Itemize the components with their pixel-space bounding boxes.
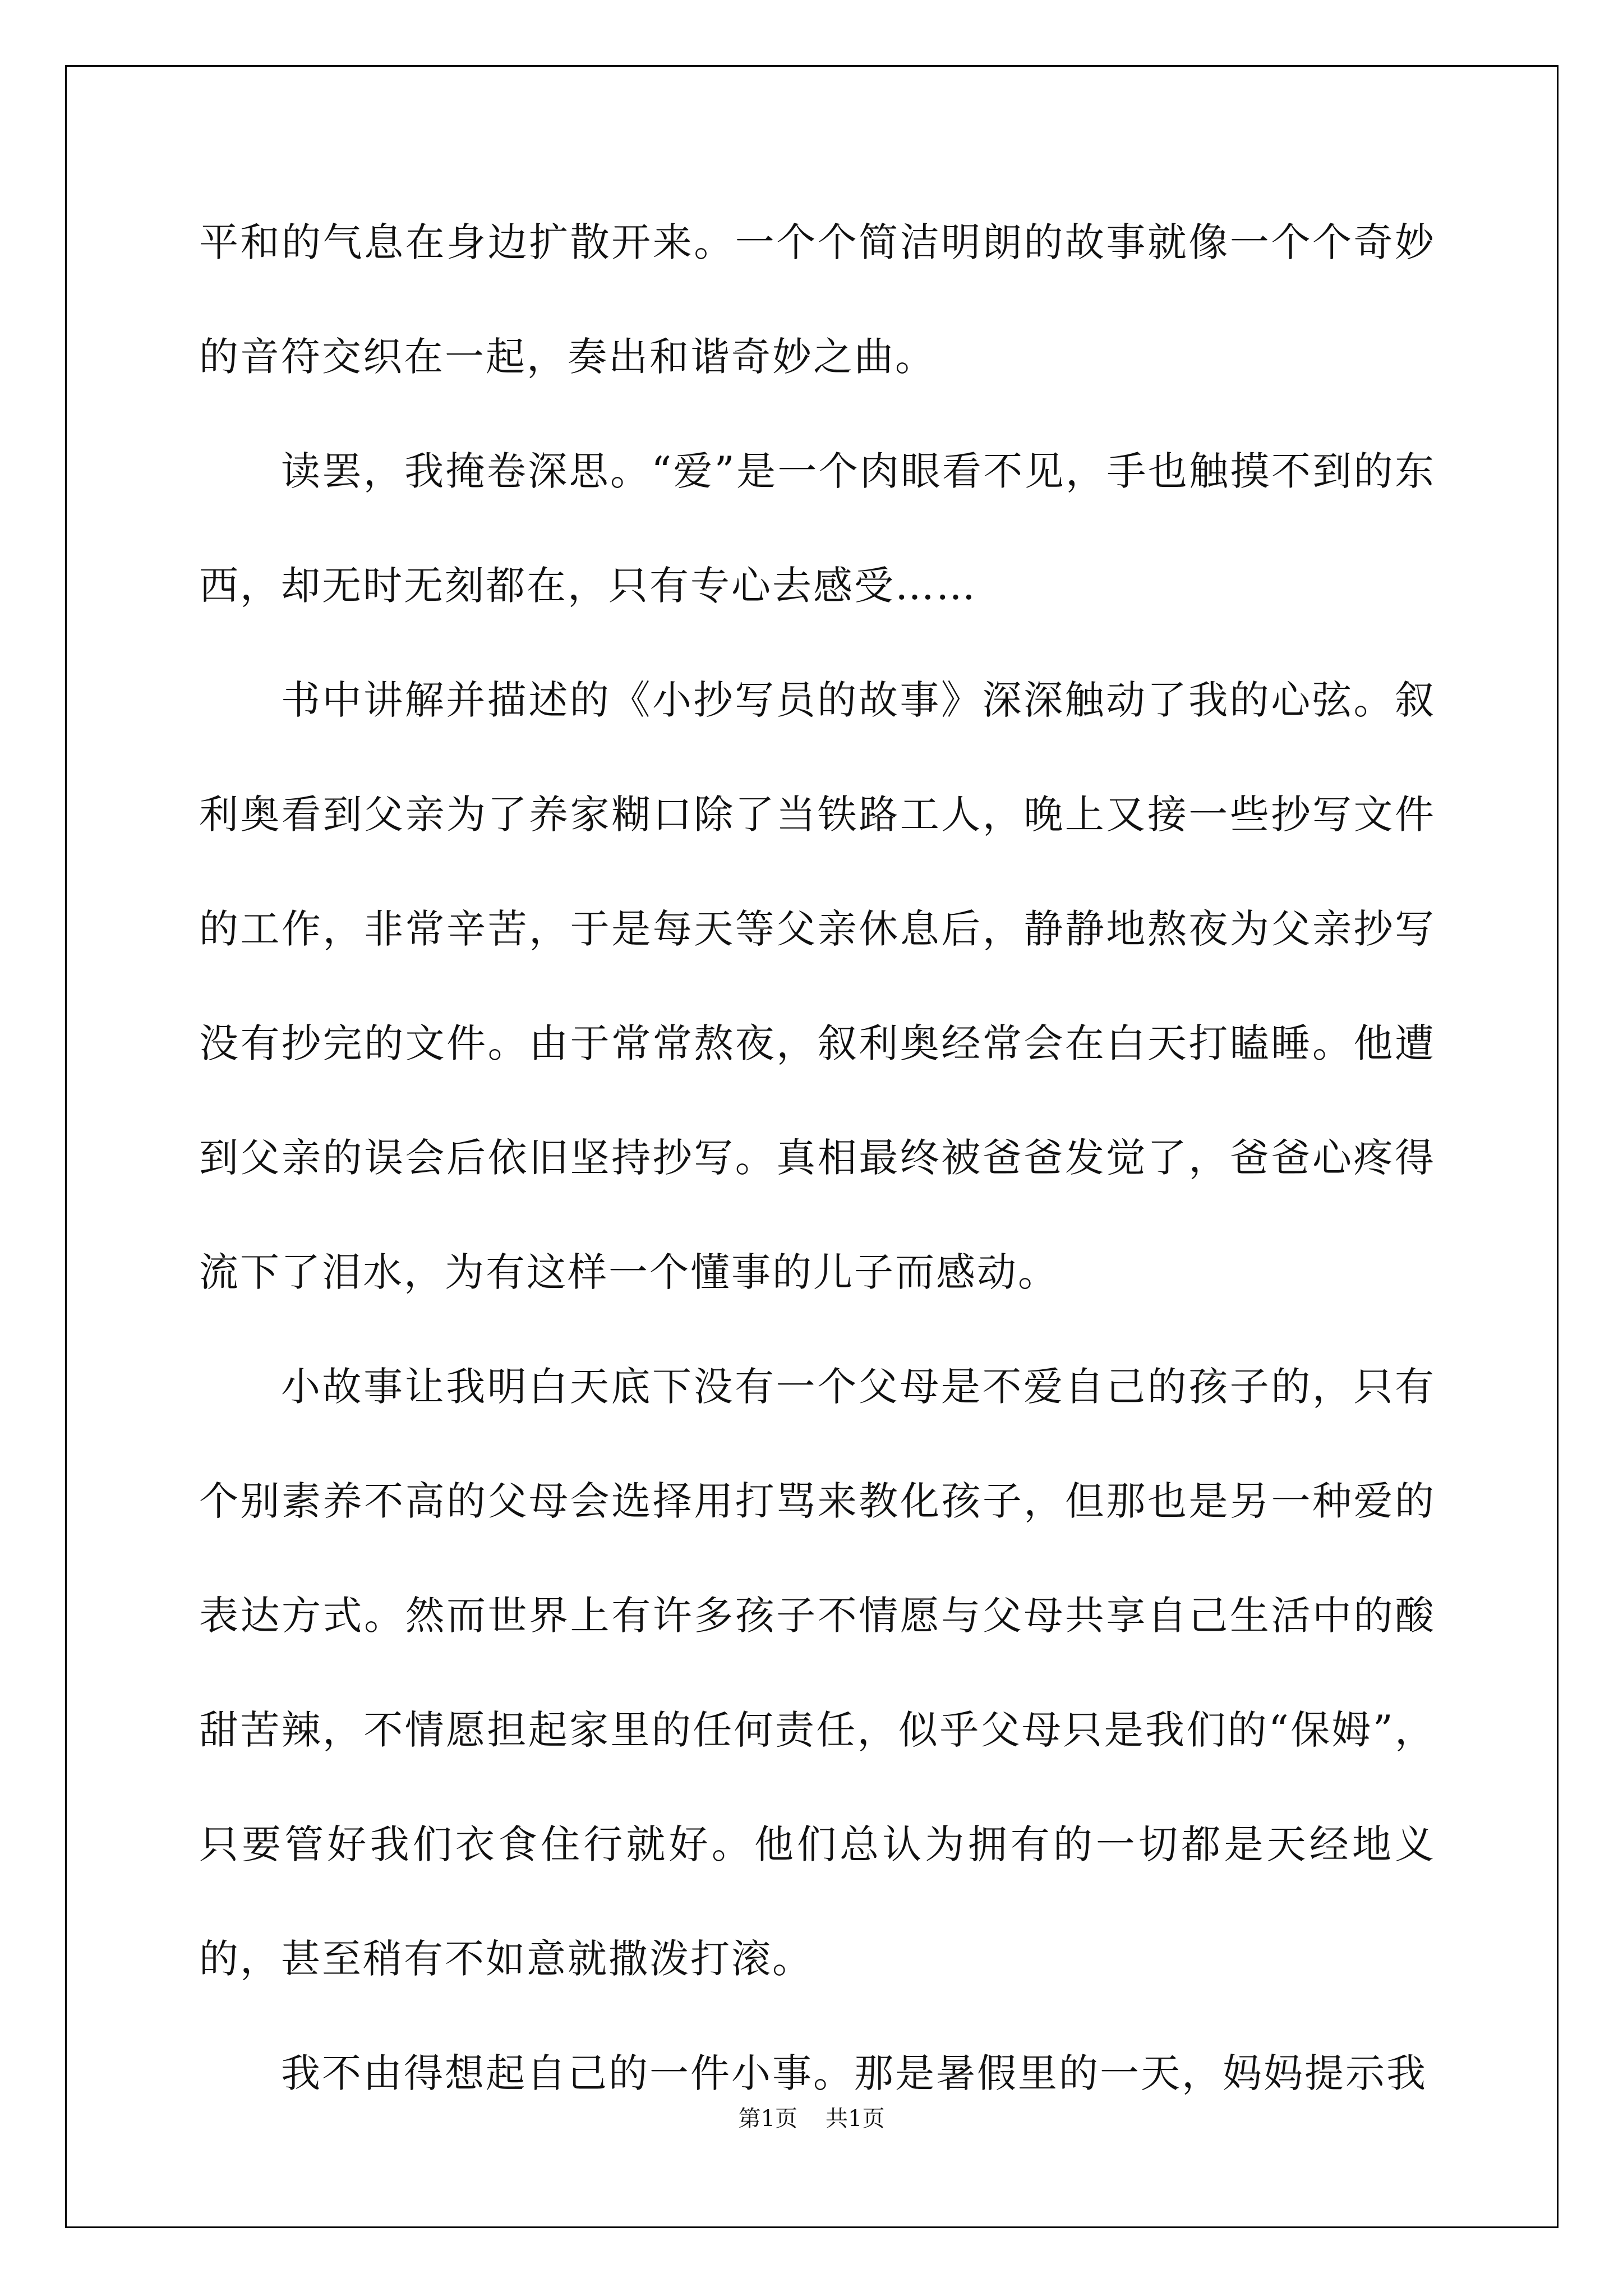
paragraph-4: 小故事让我明白天底下没有一个父母是不爱自己的孩子的，只有个别素养不高的父母会选择用打骂来教化孩子，但那也是另一种爱的表达方式。然而世界上有许多孩子不情愿与父母共享自己生活中的酸甜苦辣，不情愿担起家里的任何责任，似乎父母只是我们的“保姆”，只要管好我们衣食住行就好。他们总认为拥有的一切都是天经地义的，甚至稍有不如意就撒泼打滚。 [199,1364,1436,1982]
paragraph-3: 书中讲解并描述的《小抄写员的故事》深深触动了我的心弦。叙利奥看到父亲为了养家糊口除了当铁路工人，晚上又接一些抄写文件的工作，非常辛苦，于是每天等父亲休息后，静静地熬夜为父亲抄写没有抄完的文件。由于常常熬夜，叙利奥经常会在白天打瞌睡。他遭到父亲的误会后依旧坚持抄写。真相最终被爸爸发觉了，爸爸心疼得流下了泪水，为有这样一个懂事的儿子而感动。 [199,677,1436,1295]
paragraph-1: 平和的气息在身边扩散开来。一个个简洁明朗的故事就像一个个奇妙的音符交织在一起，奏出和谐奇妙之曲。 [199,219,1436,380]
document-body [199,185,1436,2131]
paragraph-5: 我不由得想起自己的一件小事。那是暑假里的一天，妈妈提示我 [281,2050,1427,2096]
paragraph-2: 读罢，我掩卷深思。“爱”是一个肉眼看不见，手也触摸不到的东西，却无时无刻都在，只有专心去感受…… [199,448,1436,609]
page-number-total: 共1页 [826,2106,885,2132]
page-number-current: 第1页 [738,2106,797,2132]
page-footer [0,2101,1623,2133]
